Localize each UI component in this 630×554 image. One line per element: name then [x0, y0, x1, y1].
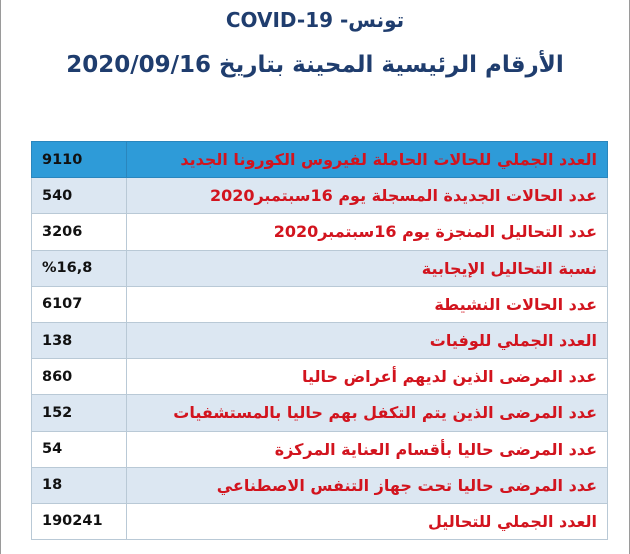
stat-value: 3206 [32, 214, 127, 250]
table-row [32, 322, 608, 358]
table-row [32, 431, 608, 467]
table-row [32, 142, 608, 178]
stat-value: 6107 [32, 286, 127, 322]
stat-value: 152 [32, 395, 127, 431]
stat-label: عدد المرضى حاليا بأقسام العناية المركزة [127, 431, 608, 467]
stat-value: 190241 [32, 503, 127, 539]
title-country: COVID-19 -تونس [225, 8, 405, 32]
table-row [32, 178, 608, 214]
stat-label: العدد الجملي للحالات الحاملة لفيروس الكورونا الجديد [127, 142, 608, 178]
stat-value: 9110 [32, 142, 127, 178]
stat-label: عدد المرضى حاليا تحت جهاز التنفس الاصطناعي [127, 467, 608, 503]
table-row [32, 214, 608, 250]
stat-value: 540 [32, 178, 127, 214]
stat-value: 860 [32, 359, 127, 395]
stat-value: 54 [32, 431, 127, 467]
table-row [32, 359, 608, 395]
stat-label: عدد المرضى الذين يتم التكفل بهم حاليا بالمستشفيات [127, 395, 608, 431]
stat-value: 138 [32, 322, 127, 358]
title-updated-figures: الأرقام الرئيسية المحينة بتاريخ 2020/09/16 [66, 52, 564, 78]
stat-label: عدد الحالات النشيطة [127, 286, 608, 322]
stat-label: العدد الجملي للتحاليل [127, 503, 608, 539]
stat-label: عدد التحاليل المنجزة يوم 16سبتمبر2020 [127, 214, 608, 250]
table-row [32, 250, 608, 286]
stat-label: عدد المرضى الذين لديهم أعراض حاليا [127, 359, 608, 395]
table-row [32, 467, 608, 503]
table-row [32, 286, 608, 322]
stats-table [31, 141, 608, 540]
stat-value: %16,8 [32, 250, 127, 286]
table-row [32, 395, 608, 431]
stat-label: نسبة التحاليل الإيجابية [127, 250, 608, 286]
table-row [32, 503, 608, 539]
stat-label: العدد الجملي للوفيات [127, 322, 608, 358]
stat-label: عدد الحالات الجديدة المسجلة يوم 16سبتمبر2020 [127, 178, 608, 214]
stat-value: 18 [32, 467, 127, 503]
